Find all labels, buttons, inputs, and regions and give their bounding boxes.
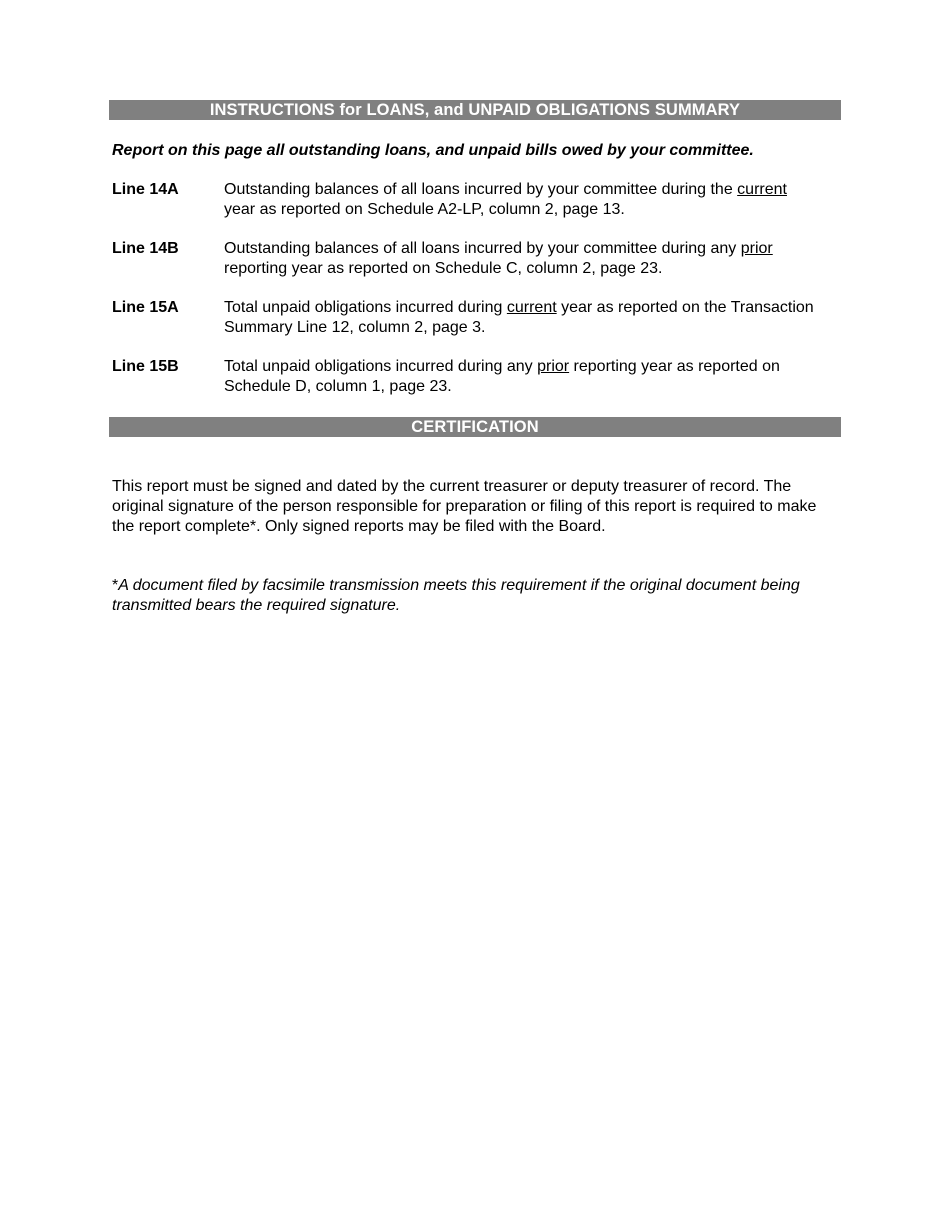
line-item-15a [112,298,841,338]
line-item-15b [112,357,841,397]
line-text-before: Outstanding balances of all loans incurred by your committee during the [224,181,738,198]
line-text-emphasis: current [506,299,557,316]
instructions-intro: Report on this page all outstanding loans, and unpaid bills owed by your committee. [112,142,754,159]
certification-footnote [112,576,841,615]
line-label: Line 14A [112,181,179,198]
line-text-before: Outstanding balances of all loans incurred by your committee during any [224,240,741,257]
line-text-after: year as reported on Schedule A2-LP, column 2, page 13. [224,201,625,218]
line-text-emphasis: current [737,181,787,198]
line-description [224,298,841,338]
instructions-page [109,100,841,615]
line-text-emphasis: prior [740,240,773,257]
line-item-14b [112,239,841,279]
line-text-after: reporting year as reported on Schedule C, column 2, page 23. [224,260,663,277]
line-description [224,357,841,397]
line-description [224,180,841,220]
line-text-after: year as reported on the Transaction Summary Line 12, column 2, page 3. [224,299,814,336]
line-item-14a [112,180,841,220]
line-description [224,239,841,279]
line-label: Line 15B [112,358,179,375]
line-label: Line 15A [112,299,179,316]
certification-text: This report must be signed and dated by the current treasurer or deputy treasurer of record. The original signature of the person responsible for preparation or filing of this report is required to make the report complete*. Only signed reports may be filed with the Board. [112,478,817,535]
line-label: Line 14B [112,240,179,257]
footnote-text: A document filed by facsimile transmission meets this requirement if the original document being transmitted bears the required signature. [112,577,800,614]
certification-header: CERTIFICATION [109,417,841,437]
line-text-after: reporting year as reported on Schedule D, column 1, page 23. [224,358,780,395]
instructions-header: INSTRUCTIONS for LOANS, and UNPAID OBLIGATIONS SUMMARY [109,100,841,120]
line-text-emphasis: prior [537,358,570,375]
footnote-marker: * [112,577,119,594]
line-text-before: Total unpaid obligations incurred during any [224,358,538,375]
line-text-before: Total unpaid obligations incurred during [224,299,507,316]
line-items-list [112,180,841,397]
